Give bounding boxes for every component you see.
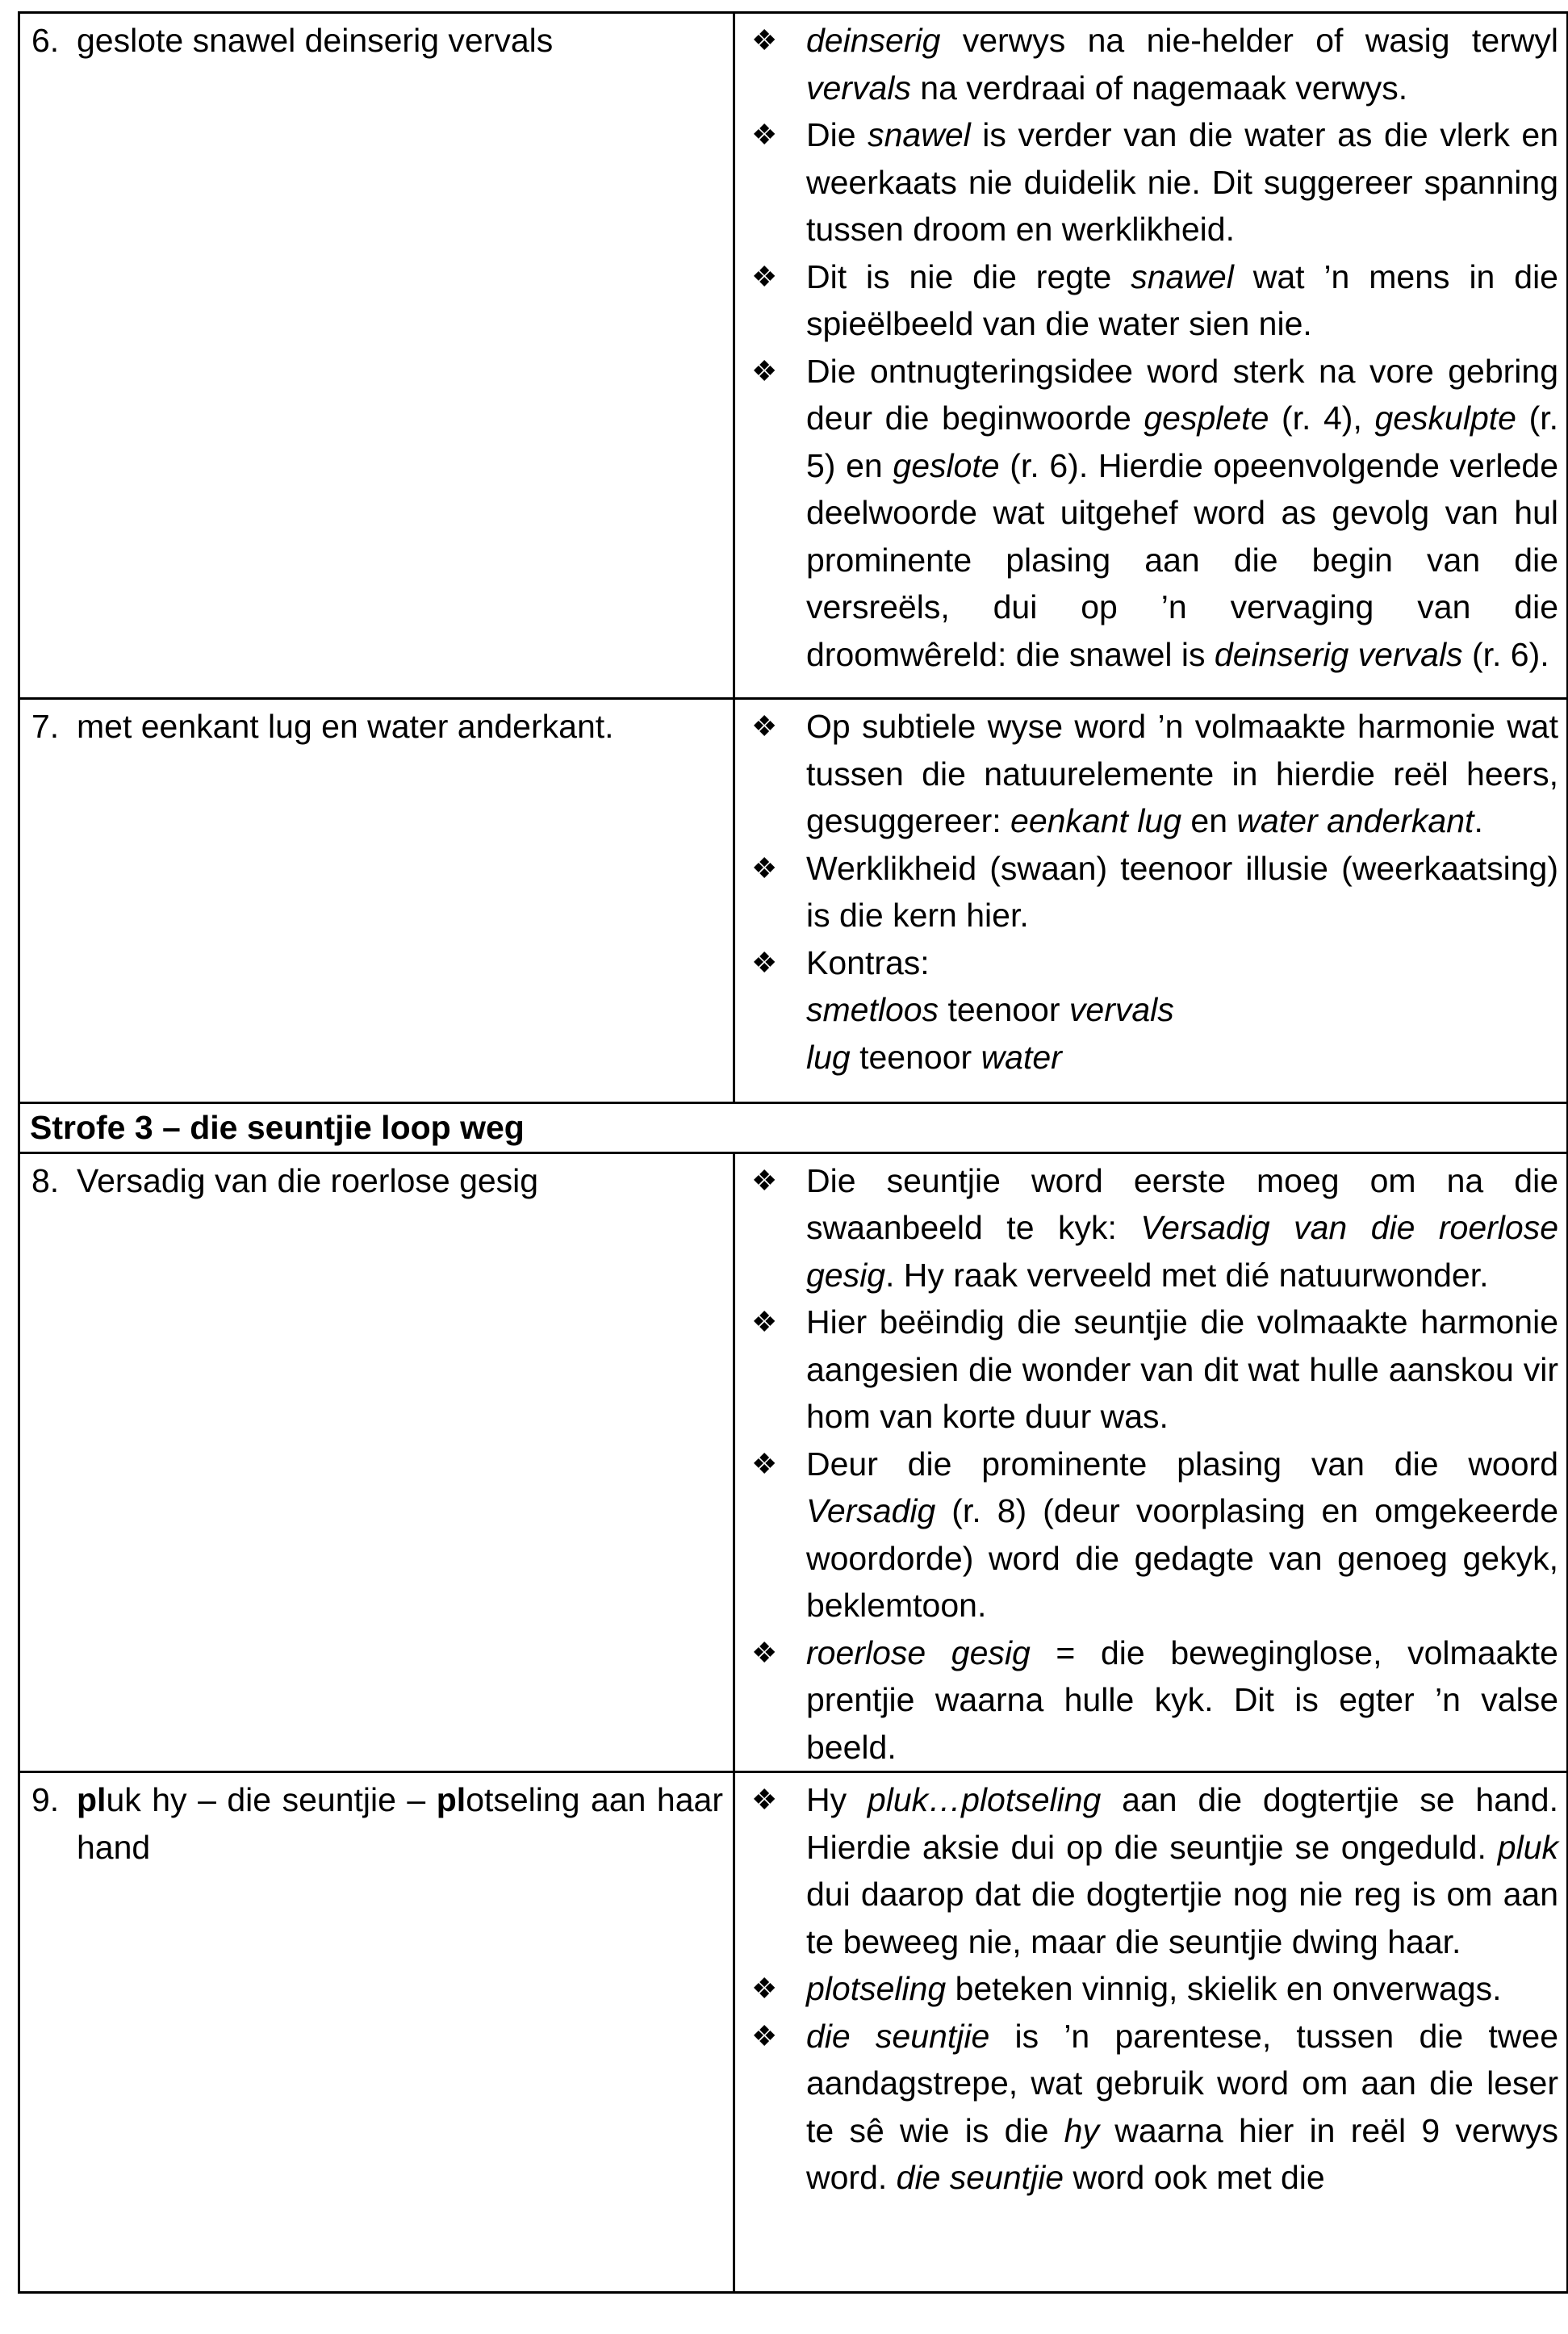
- commentary-text: Kontras: smetloos teenoor vervals lug teenoor water: [806, 943, 1174, 1076]
- table-row: [19, 13, 1568, 699]
- table-row: [19, 1152, 1568, 1772]
- diamond-bullet-icon: ❖: [751, 23, 778, 56]
- commentary-bullet: [751, 1629, 1558, 1771]
- diamond-bullet-icon: ❖: [751, 353, 778, 387]
- diamond-bullet-icon: ❖: [751, 1635, 778, 1669]
- diamond-bullet-icon: ❖: [751, 1305, 778, 1338]
- commentary-text: Deur die prominente plasing van die woord Versadig (r. 8) (deur voorplasing en omgekeerde woordorde) word die gedagte van genoeg gekyk, beklemtoon.: [806, 1445, 1558, 1624]
- diamond-bullet-icon: ❖: [751, 259, 778, 293]
- commentary-text: die seuntjie is ’n parentese, tussen die twee aandagstrepe, wat gebruik word om aan die leser te sê wie is die hy waarna hier in reël 9 verwys word. die seuntjie word ook met die: [806, 2017, 1558, 2196]
- commentary-bullet: [751, 939, 1558, 1081]
- poem-line-text: Versadig van die roerlose gesig: [77, 1161, 539, 1199]
- section-heading-row: [19, 1103, 1568, 1153]
- poem-line-cell: [19, 699, 734, 1103]
- diamond-bullet-icon: ❖: [751, 1163, 778, 1197]
- commentary-text: Hier beëindig die seuntjie die volmaakte harmonie aangesien die wonder van dit wat hulle aanskou vir hom van korte duur was.: [806, 1303, 1558, 1435]
- table-row: [19, 699, 1568, 1103]
- poem-line-cell: [19, 1772, 734, 2293]
- commentary-text: roerlose gesig = die beweginglose, volmaakte prentjie waarna hulle kyk. Dit is egter ’n valse beeld.: [806, 1633, 1558, 1766]
- poem-line-text: pluk hy – die seuntjie – plotseling aan haar hand: [77, 1781, 723, 1866]
- diamond-bullet-icon: ❖: [751, 118, 778, 151]
- line-number: 6.: [31, 22, 60, 59]
- commentary-bullet: [751, 253, 1558, 348]
- commentary-text: Die ontnugteringsidee word sterk na vore gebring deur die beginwoorde gesplete (r. 4), geskulpte (r. 5) en geslote (r. 6). Hierdie opeenvolgende verlede deelwoorde wat uitgehef word as gevolg van hul prominente plasing aan die begin van die versreëls, dui op ’n vervaging van die droomwêreld: die snawel is deinserig vervals (r. 6).: [806, 352, 1559, 673]
- line-number: 7.: [31, 708, 60, 745]
- poem-line-cell: [19, 1152, 734, 1772]
- diamond-bullet-icon: ❖: [751, 2018, 778, 2052]
- commentary-text: Dit is nie die regte snawel wat ’n mens in die spieëlbeeld van die water sien nie.: [806, 257, 1558, 342]
- commentary-text: Werklikheid (swaan) teenoor illusie (weerkaatsing) is die kern hier.: [806, 849, 1558, 934]
- commentary-bullet: [751, 845, 1558, 939]
- diamond-bullet-icon: ❖: [751, 851, 778, 885]
- poem-line-cell: [19, 13, 734, 699]
- diamond-bullet-icon: ❖: [751, 1783, 778, 1816]
- commentary-text: deinserig verwys na nie-helder of wasig terwyl vervals na verdraai of nagemaak verwys.: [806, 22, 1558, 107]
- commentary-cell: [734, 699, 1568, 1103]
- line-number: 8.: [31, 1161, 60, 1199]
- poem-analysis-table: [18, 11, 1568, 2294]
- section-heading: Strofe 3 – die seuntjie loop weg: [19, 1103, 1568, 1153]
- commentary-bullet: [751, 1299, 1558, 1441]
- commentary-bullet: [751, 1157, 1558, 1299]
- commentary-text: Die snawel is verder van die water as die vlerk en weerkaats nie duidelik nie. Dit suggereer spanning tussen droom en werklikheid.: [806, 116, 1558, 248]
- line-number: 9.: [31, 1781, 60, 1818]
- commentary-cell: [734, 1772, 1568, 2293]
- commentary-bullet: [751, 17, 1558, 111]
- diamond-bullet-icon: ❖: [751, 709, 778, 742]
- diamond-bullet-icon: ❖: [751, 1972, 778, 2005]
- commentary-bullet: [751, 348, 1558, 679]
- commentary-text: Die seuntjie word eerste moeg om na die swaanbeeld te kyk: Versadig van die roerlose gesig. Hy raak verveeld met dié natuurwonder.: [806, 1161, 1558, 1294]
- commentary-cell: [734, 13, 1568, 699]
- diamond-bullet-icon: ❖: [751, 1446, 778, 1480]
- commentary-bullet: [751, 1965, 1558, 2013]
- table-body: [19, 13, 1568, 2293]
- poem-line-text: met eenkant lug en water anderkant.: [77, 708, 614, 745]
- diamond-bullet-icon: ❖: [751, 945, 778, 979]
- commentary-bullet: [751, 703, 1558, 845]
- commentary-cell: [734, 1152, 1568, 1772]
- commentary-bullet: [751, 1441, 1558, 1629]
- commentary-text: Hy pluk…plotseling aan die dogtertjie se hand. Hierdie aksie dui op die seuntjie se ongeduld. pluk dui daarop dat die dogtertjie nog nie reg is om aan te beweeg nie, maar die seuntjie dwing haar.: [806, 1781, 1558, 1960]
- table-row: [19, 1772, 1568, 2293]
- commentary-bullet: [751, 1776, 1558, 1965]
- poem-line-text: geslote snawel deinserig vervals: [77, 22, 554, 59]
- commentary-bullet: [751, 2013, 1558, 2202]
- commentary-text: Op subtiele wyse word ’n volmaakte harmonie wat tussen die natuurelemente in hierdie reël heers, gesuggereer: eenkant lug en water anderkant.: [806, 708, 1558, 839]
- commentary-bullet: [751, 111, 1558, 253]
- commentary-text: plotseling beteken vinnig, skielik en onverwags.: [806, 1970, 1502, 2007]
